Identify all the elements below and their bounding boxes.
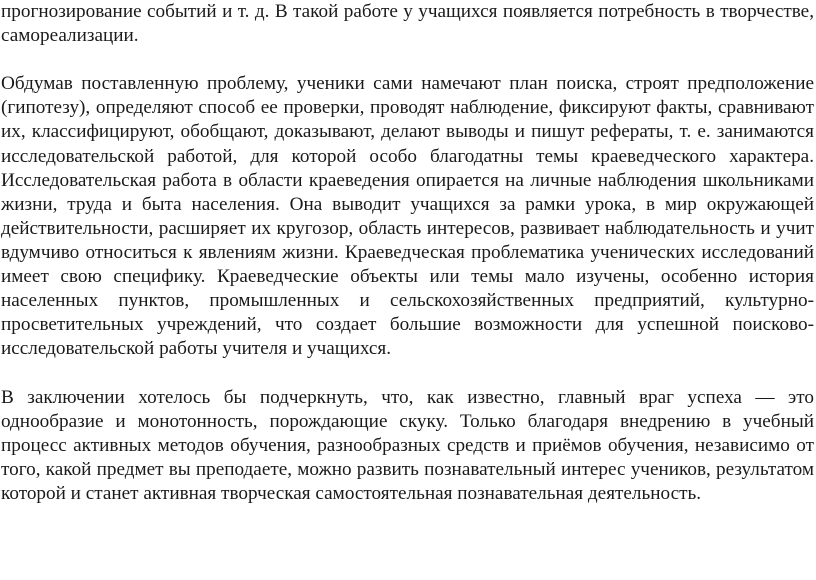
paragraph-intro: прогнозирование событий и т. д. В такой работе у учащихся появляется потребность в творчестве, самореализации.	[1, 1, 814, 47]
paragraph-research: Обдумав поставленную проблему, ученики сами намечают план поиска, строят предположение (гипотезу), определяют способ ее проверки, проводят наблюдение, фиксируют факты, сравнивают их, классифицируют, обобщают, доказывают, делают выводы и пишут рефераты, т. е. занимаются исследовательской работой, для которой особо благодатны темы краеведческого характера. Исследовательская работа в области краеведения опирается на личные наблюдения школьниками жизни, труда и быта населения. Она выводит учащихся за рамки урока, в мир окружающей действительности, расширяет их кругозор, область интересов, развивает наблюдательность и учит вдумчиво относиться к явлениям жизни. Краеведческая проблематика ученических исследований имеет свою специфику. Краеведческие объекты или темы мало изучены, особенно история населенных пунктов, промышленных и сельскохозяйственных предприятий, культурно-просветительных учреждений, что создает большие возможности для успешной поисково-исследовательской работы учителя и учащихся.	[1, 73, 814, 360]
paragraph-spacer	[1, 48, 814, 72]
paragraph-spacer	[1, 361, 814, 385]
paragraph-conclusion: В заключении хотелось бы подчеркнуть, что, как известно, главный враг успеха — это однообразие и монотонность, порождающие скуку. Только благодаря внедрению в учебный процесс активных методов обучения, разнообразных средств и приёмов обучения, независимо от того, какой предмет вы преподаете, можно развить познавательный интерес учеников, результатом которой и станет активная творческая самостоятельная познавательная деятельность.	[1, 386, 814, 504]
